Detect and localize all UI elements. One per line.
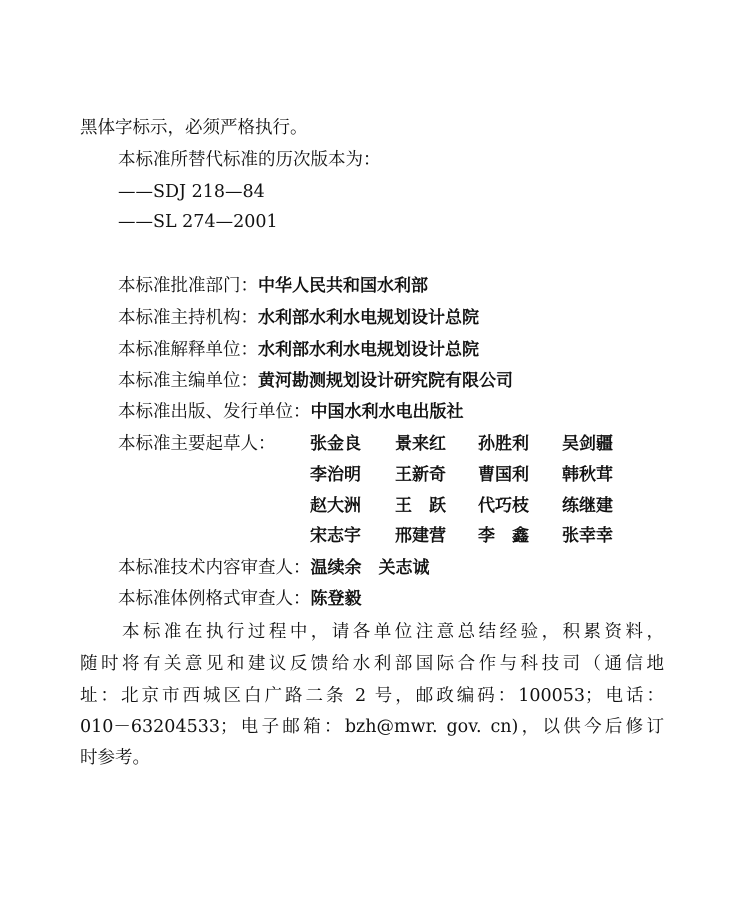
drafter-name: 孙胜利 bbox=[478, 434, 529, 454]
format-reviewer-row bbox=[118, 587, 362, 611]
drafter-name: 王新奇 bbox=[395, 465, 446, 485]
info-value: 中国水利水电出版社 bbox=[310, 402, 464, 422]
info-label: 本标准主编单位： bbox=[118, 371, 258, 391]
info-value: 水利部水利水电规划设计总院 bbox=[258, 308, 479, 328]
drafter-name: 韩秋茸 bbox=[562, 465, 613, 485]
replaced-versions-label: 本标准所替代标准的历次版本为： bbox=[118, 150, 381, 170]
info-label: 本标准体例格式审查人： bbox=[118, 589, 311, 609]
drafter-name: 代巧枝 bbox=[478, 496, 529, 516]
interpret-unit-row bbox=[118, 338, 479, 362]
drafter-name: 王 跃 bbox=[395, 496, 446, 516]
info-value: 温续余 关志诚 bbox=[310, 558, 430, 578]
info-value: 陈登毅 bbox=[310, 589, 362, 609]
drafter-name: 邢建营 bbox=[395, 526, 446, 546]
info-value: 中华人民共和国水利部 bbox=[258, 276, 428, 296]
drafter-name: 曹国利 bbox=[478, 465, 529, 485]
drafter-name: 李治明 bbox=[310, 465, 361, 485]
version-item: ——SL 274—2001 bbox=[118, 212, 278, 232]
drafter-name: 宋志宇 bbox=[310, 526, 361, 546]
publisher-row bbox=[118, 400, 464, 424]
closing-paragraph-line: 时参考。 bbox=[80, 748, 150, 768]
closing-paragraph-line: 010－63204533；电子邮箱：bzh@mwr. gov. cn)，以供今后修订 bbox=[80, 717, 664, 737]
tech-reviewer-row bbox=[118, 556, 430, 580]
info-label: 本标准批准部门： bbox=[118, 276, 258, 296]
chief-editor-row bbox=[118, 369, 513, 393]
drafter-name: 张幸幸 bbox=[562, 526, 613, 546]
info-label: 本标准技术内容审查人： bbox=[118, 558, 311, 578]
info-label: 本标准主持机构： bbox=[118, 308, 258, 328]
info-label: 本标准出版、发行单位： bbox=[118, 402, 311, 422]
drafter-name: 李 鑫 bbox=[478, 526, 529, 546]
intro-text: 黑体字标示，必须严格执行。 bbox=[80, 118, 308, 138]
host-org-row bbox=[118, 306, 479, 330]
approval-dept-row bbox=[118, 274, 428, 298]
closing-paragraph-line: 随时将有关意见和建议反馈给水利部国际合作与科技司（通信地 bbox=[80, 654, 664, 674]
drafter-name: 景来红 bbox=[395, 434, 446, 454]
drafter-name: 吴剑疆 bbox=[562, 434, 613, 454]
closing-paragraph-line: 址：北京市西城区白广路二条 2 号，邮政编码：100053；电话： bbox=[80, 686, 664, 706]
drafters-label: 本标准主要起草人： bbox=[118, 434, 276, 454]
drafter-name: 张金良 bbox=[310, 434, 361, 454]
closing-paragraph-line: 本标准在执行过程中，请各单位注意总结经验，积累资料， bbox=[80, 622, 664, 642]
drafter-name: 赵大洲 bbox=[310, 496, 361, 516]
drafter-name: 练继建 bbox=[562, 496, 613, 516]
info-value: 水利部水利水电规划设计总院 bbox=[258, 340, 479, 360]
version-item: ——SDJ 218—84 bbox=[118, 182, 265, 202]
info-value: 黄河勘测规划设计研究院有限公司 bbox=[258, 371, 513, 391]
info-label: 本标准解释单位： bbox=[118, 340, 258, 360]
